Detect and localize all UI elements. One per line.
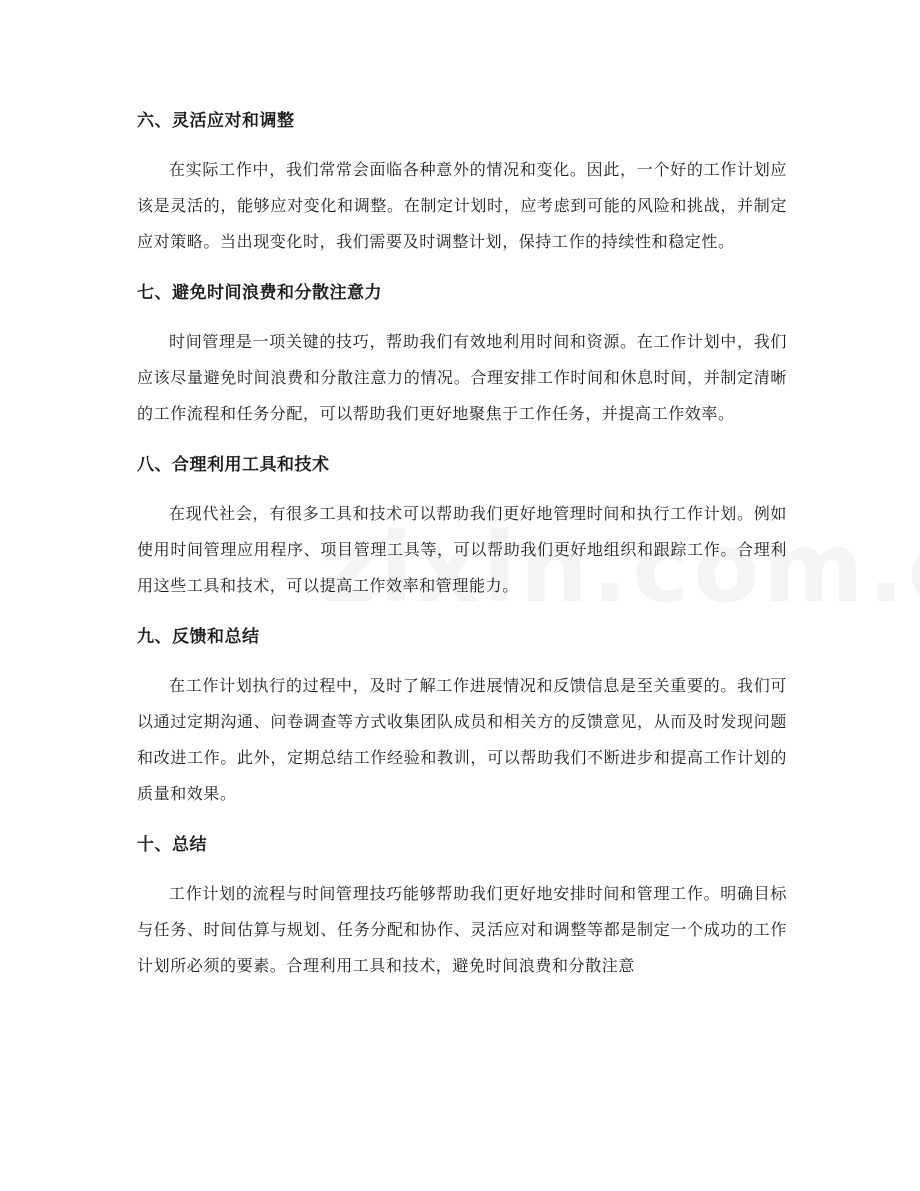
section-8 <box>137 448 787 604</box>
section-9 <box>137 620 787 812</box>
section-heading: 六、灵活应对和调整 <box>137 111 295 131</box>
section-paragraph: 在实际工作中，我们常常会面临各种意外的情况和变化。因此，一个好的工作计划应该是灵活的，能够应对变化和调整。在制定计划时，应考虑到可能的风险和挑战，并制定应对策略。当出现变化时，我们需要及时调整计划，保持工作的持续性和稳定性。 <box>137 160 787 251</box>
section-heading: 十、总结 <box>137 835 207 855</box>
section-10 <box>137 828 787 984</box>
section-paragraph: 在工作计划执行的过程中，及时了解工作进展情况和反馈信息是至关重要的。我们可以通过定期沟通、问卷调查等方式收集团队成员和相关方的反馈意见，从而及时发现问题和改进工作。此外，定期总结工作经验和教训，可以帮助我们不断进步和提高工作计划的质量和效果。 <box>137 676 787 803</box>
section-paragraph: 时间管理是一项关键的技巧，帮助我们有效地利用时间和资源。在工作计划中，我们应该尽量避免时间浪费和分散注意力的情况。合理安排工作时间和休息时间，并制定清晰的工作流程和任务分配，可以帮助我们更好地聚焦于工作任务，并提高工作效率。 <box>137 332 787 423</box>
section-7 <box>137 276 787 432</box>
section-heading: 八、合理利用工具和技术 <box>137 455 330 475</box>
document-content <box>137 104 787 1000</box>
section-paragraph: 在现代社会，有很多工具和技术可以帮助我们更好地管理时间和执行工作计划。例如使用时间管理应用程序、项目管理工具等，可以帮助我们更好地组织和跟踪工作。合理利用这些工具和技术，可以提高工作效率和管理能力。 <box>137 504 787 595</box>
section-paragraph: 工作计划的流程与时间管理技巧能够帮助我们更好地安排时间和管理工作。明确目标与任务、时间估算与规划、任务分配和协作、灵活应对和调整等都是制定一个成功的工作计划所必须的要素。合理利用工具和技术，避免时间浪费和分散注意 <box>137 884 787 975</box>
section-heading: 七、避免时间浪费和分散注意力 <box>137 283 382 303</box>
section-6 <box>137 104 787 260</box>
section-heading: 九、反馈和总结 <box>137 627 260 647</box>
